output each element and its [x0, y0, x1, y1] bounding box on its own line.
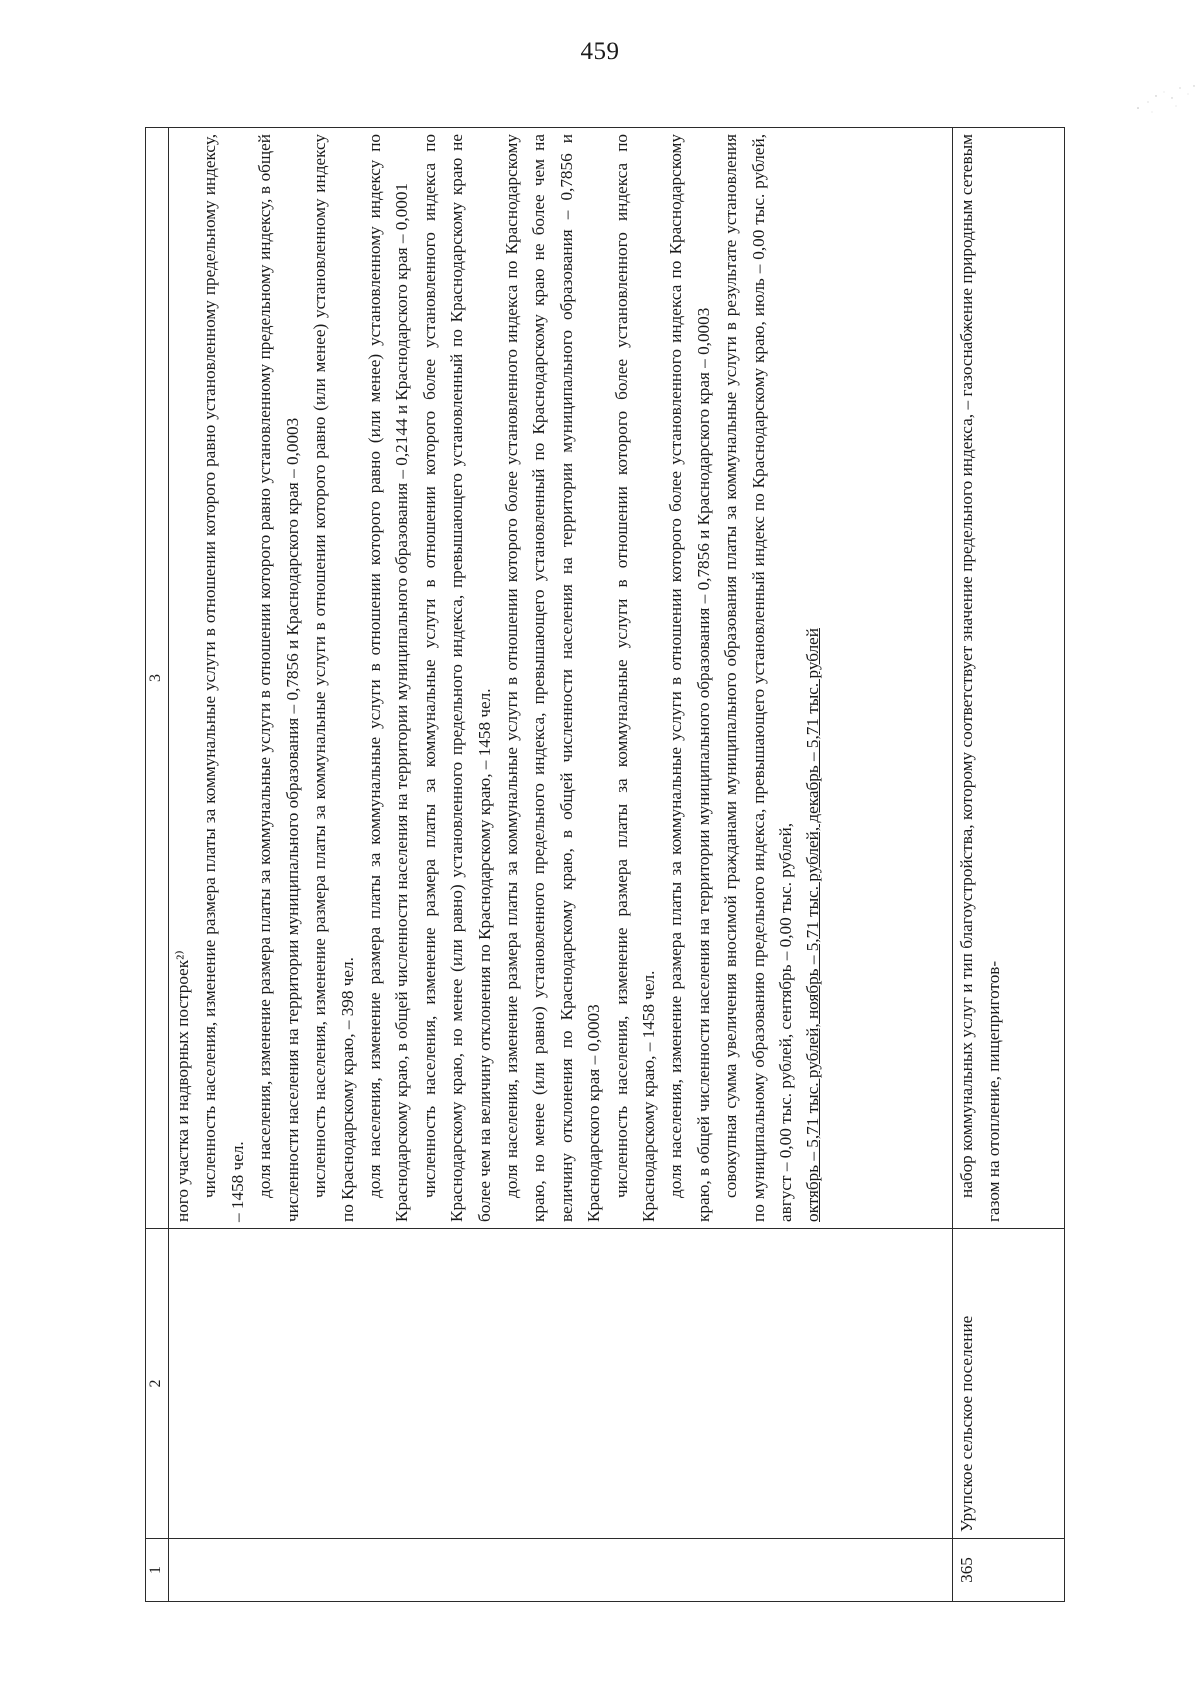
data-table: [145, 127, 1065, 1602]
text-paragraph: набор коммунальных услуг и тип благоустройства, которому соответствует значение предельного индекса, – газоснабжение природным сетевым газом на отопление, пищеприготов-: [956, 134, 1004, 1222]
text-paragraph: доля населения, изменение размера платы за коммунальные услуги в отношении которого равно (или менее) установленному индексу по Краснодарскому краю, в общей численности населения на территории муниципального образования – 0,2144 и Краснодарского края – 0,0001: [364, 134, 412, 1222]
settlement-name-cell: Урупское сельское поселение: [952, 1229, 1064, 1539]
header-col-1: 1: [146, 1539, 169, 1602]
table-row-continuation: [169, 128, 953, 1602]
text-paragraph: октябрь – 5,71 тыс. рублей, ноябрь – 5,71 тыс. рублей, декабрь – 5,71 тыс. рублей: [803, 628, 823, 1222]
text-paragraph: численность населения, изменение размера платы за коммунальные услуги в отношении которого более установленного индекса по Краснодарскому краю, – 1458 чел.: [611, 134, 658, 1222]
page-number: 459: [580, 38, 620, 65]
text-paragraph: численность населения, изменение размера платы за коммунальные услуги в отношении которого более установленного индекса по Краснодарскому краю, но менее (или равно) установленного предельного индекса, превышающего установленный по Краснодарскому краю не более чем на величину отклонения по Краснодарскому краю, – 1458 чел.: [419, 134, 494, 1222]
text-paragraph: ного участка и надворных построек²⁾: [173, 950, 193, 1222]
text-paragraph: численность населения, изменение размера платы за коммунальные услуги в отношении которого равно (или менее) установленному индексу по Краснодарскому краю, – 398 чел.: [310, 134, 357, 1222]
continuation-number-cell: [169, 1539, 953, 1602]
header-col-2: 2: [146, 1229, 169, 1539]
row-text-cell: [952, 128, 1064, 1229]
text-paragraph: доля населения, изменение размера платы за коммунальные услуги в отношении которого более установленного индекса по Краснодарскому краю, в общей численности населения на территории муниципального образования – 0,7856 и Краснодарского края – 0,0003: [666, 134, 713, 1222]
text-paragraph: совокупная сумма увеличения вносимой гражданами муниципального образования платы за коммунальные услуги в результате установления по муниципальному образованию предельного индекса, превышающего установленный индекс по Краснодарскому краю, июль – 0,00 тыс. рублей, август – 0,00 тыс. рублей, сентябрь – 0,00 тыс. рублей,: [721, 134, 795, 1222]
text-paragraph: численность населения, изменение размера платы за коммунальные услуги в отношении которого равно установленному предельному индексу, – 1458 чел.: [200, 134, 247, 1222]
text-paragraph: доля населения, изменение размера платы за коммунальные услуги в отношении которого более установленного индекса по Краснодарскому краю, но менее (или равно) установленного предельного индекса, превышающего установленный по Краснодарскому краю не более чем на величину отклонения по Краснодарскому краю, в общей численности населения на территории муниципального образования – 0,7856 и Краснодарского края – 0,0003: [501, 134, 604, 1222]
table-header-row: [146, 128, 169, 1602]
rotated-table-container: [145, 128, 1065, 1602]
scan-noise-specks: [1130, 78, 1200, 128]
text-paragraph: доля населения, изменение размера платы за коммунальные услуги в отношении которого равно установленному предельному индексу, в общей численности населения на территории муниципального образования – 0,7856 и Краснодарского края – 0,0003: [255, 134, 302, 1222]
row-number-cell: 365: [952, 1539, 1064, 1602]
header-col-3: 3: [146, 128, 169, 1229]
continuation-text-cell: [169, 128, 953, 1229]
continuation-name-cell: [169, 1229, 953, 1539]
table-row-365: [952, 128, 1064, 1602]
